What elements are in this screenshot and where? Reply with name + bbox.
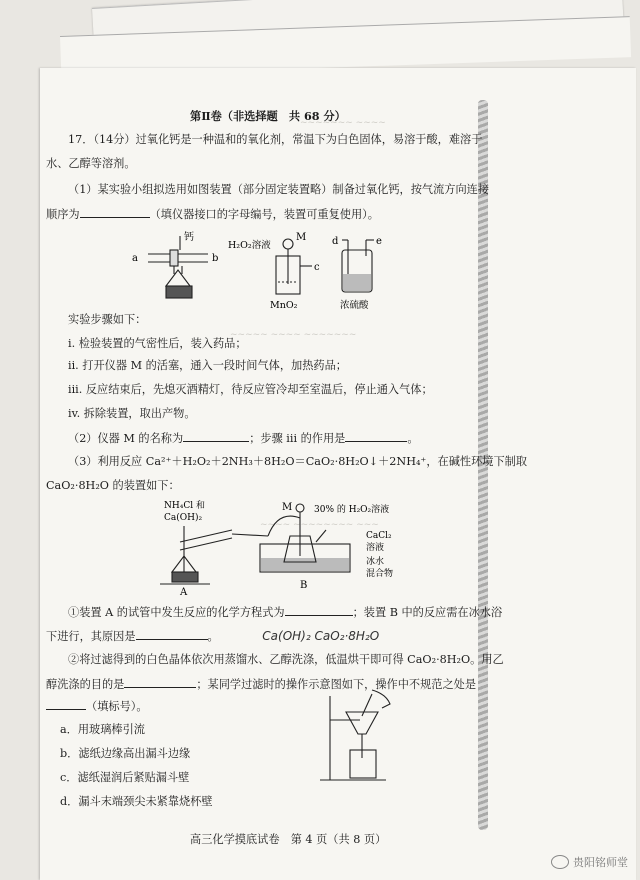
handwritten-note: Ca(OH)₂ CaO₂·8H₂O [262, 629, 380, 643]
q17-sub2-a: ②将过滤得到的白色晶体依次用蒸馏水、乙醇洗涤，低温烘干即可得 CaO₂·8H₂O。用乙 [68, 653, 504, 666]
steps-title: 实验步骤如下： [68, 313, 147, 326]
q17-intro-1: 17．（14分）过氧化钙是一种温和的氧化剂，常温下为白色固体，易溶于酸，难溶于 [68, 133, 483, 146]
label-ice-water: 冰水 [366, 557, 385, 567]
answer-blank-2[interactable] [183, 430, 249, 442]
bleed-through: ~~~~~ ~~~~ ~~~~~~~ [230, 330, 357, 340]
q17-p2: （2）仪器 M 的名称为 ；步骤 iii 的作用是 。 [68, 432, 419, 445]
q17-p3-a: （3）利用反应 Ca²⁺＋H₂O₂＋2NH₃＋8H₂O＝CaO₂·8H₂O↓＋2NH₄⁺，在碱性环境下制取 [68, 455, 528, 468]
answer-blank-3[interactable] [345, 430, 407, 442]
label-m-2: M [282, 502, 293, 513]
q17-sub2-d-line: （填标号）。 [46, 698, 148, 715]
q17-p3-b: CaO₂·8H₂O 的装置如下： [46, 479, 180, 492]
q17-p1-b: 顺序为 （填仪器接口的字母编号，装置可重复使用）。 [46, 208, 379, 221]
answer-blank-1[interactable] [80, 206, 150, 218]
label-B: B [300, 580, 308, 591]
step-i: i. 检验装置的气密性后，装入药品； [68, 337, 247, 350]
filtration-figure [316, 688, 406, 788]
apparatus-figure-2 [150, 496, 420, 596]
bleed-through: ~~~~~~~ ~~~~ [300, 118, 386, 128]
label-A: A [180, 587, 188, 596]
label-30-h2o2: 30% 的 H₂O₂溶液 [314, 505, 390, 515]
label-mixture: 混合物 [366, 569, 394, 579]
option-b: b．滤纸边缘高出漏斗边缘 [60, 747, 191, 760]
q17-p1-a: （1）某实验小组拟选用如图装置（部分固定装置略）制备过氧化钙，按气流方向连接 [68, 183, 490, 196]
label-a: a [132, 253, 138, 264]
label-calcium: 钙 [184, 232, 194, 243]
option-a: a．用玻璃棒引流 [60, 723, 145, 736]
answer-blank-5[interactable] [136, 628, 208, 640]
q17-sub1-a: ①装置 A 的试管中发生反应的化学方程式为 ；装置 B 中的反应需在冰水浴 [68, 606, 503, 619]
watermark: 贵阳铭师堂 [551, 854, 628, 870]
label-b: b [212, 253, 219, 264]
answer-blank-6[interactable] [124, 676, 196, 688]
option-c: c．滤纸湿润后紧贴漏斗壁 [60, 771, 190, 784]
page-footer: 高三化学摸底试卷 第 4 页（共 8 页） [190, 833, 387, 846]
label-mno2: MnO₂ [270, 300, 298, 311]
section-title: 第Ⅱ卷（非选择题 共 68 分） [190, 109, 346, 123]
label-c: c [314, 262, 320, 273]
label-e: e [376, 236, 382, 247]
answer-blank-4[interactable] [285, 604, 353, 616]
apparatus-figure-1 [130, 226, 440, 312]
step-ii: ii. 打开仪器 M 的活塞，通入一段时间气体，加热药品； [68, 359, 347, 372]
q17-sub1-c: 下进行，其原因是 。 Ca(OH)₂ CaO₂·8H₂O [46, 629, 380, 643]
label-d: d [332, 236, 339, 247]
label-cacl2: CaCl₂ [366, 531, 392, 541]
bleed-through: ~~~~ ~~~~~~~~ ~~~ [260, 520, 379, 530]
step-iii: iii. 反应结束后，先熄灭酒精灯，待反应管冷却至室温后，停止通入气体； [68, 383, 433, 396]
step-iv: iv. 拆除装置，取出产物。 [68, 407, 196, 420]
label-solution: 溶液 [366, 543, 385, 553]
answer-blank-7[interactable] [46, 698, 86, 710]
option-d: d．漏斗末端颈尖未紧靠烧杯壁 [60, 795, 213, 808]
label-h2o2: H₂O₂溶液 [228, 240, 271, 251]
wechat-icon [551, 855, 569, 869]
label-caoh2: Ca(OH)₂ [164, 513, 203, 523]
q17-sub2-b: 醇洗涤的目的是 ；某同学过滤时的操作示意图如下，操作中不规范之处是 [46, 678, 477, 691]
label-nh4cl: NH₄Cl 和 [164, 501, 205, 511]
label-m: M [296, 232, 307, 243]
q17-intro-2: 水、乙醇等溶剂。 [46, 157, 136, 170]
label-acid: 浓硫酸 [340, 300, 369, 311]
